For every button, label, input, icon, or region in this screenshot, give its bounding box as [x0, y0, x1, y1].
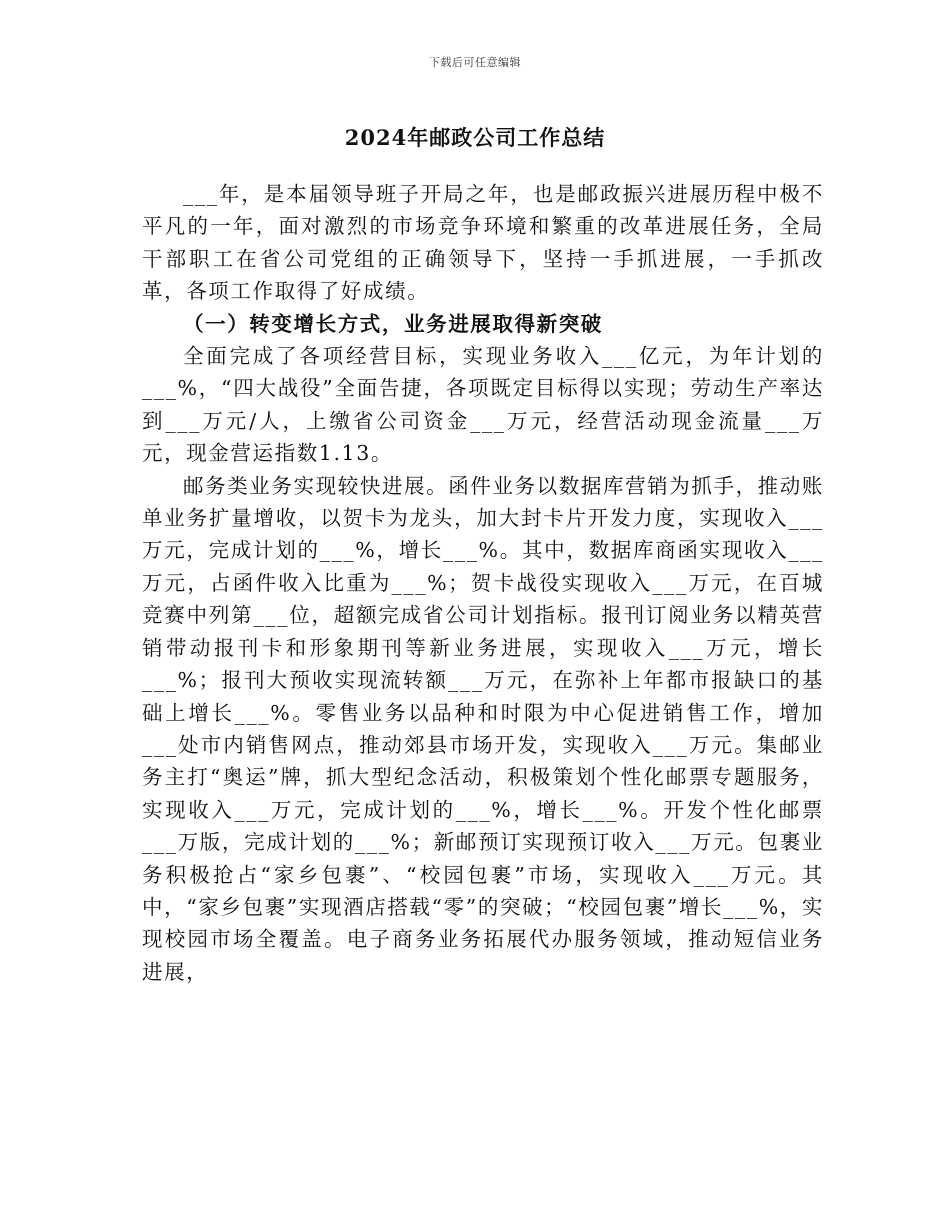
body-paragraph: 全面完成了各项经营目标，实现业务收入___亿元，为年计划的___%，“四大战役”全面告捷，各项既定目标得以实现；劳动生产率达到___万元/人，上缴省公司资金___万元，经营活动现金流量___万元，现金营运指数1.13。	[142, 344, 824, 466]
document-title: 2024年邮政公司工作总结	[344, 125, 606, 150]
document-body	[142, 178, 824, 988]
header-note: 下载后可任意编辑	[429, 56, 521, 69]
intro-paragraph: ___年，是本届领导班子开局之年，也是邮政振兴进展历程中极不平凡的一年，面对激烈的市场竞争环境和繁重的改革进展任务，全局干部职工在省公司党组的正确领导下，坚持一手抓进展，一手抓改革，各项工作取得了好成绩。	[142, 182, 824, 304]
section-heading: （一）转变增长方式，业务进展取得新突破	[183, 311, 603, 336]
body-paragraph: 邮务类业务实现较快进展。函件业务以数据库营销为抓手，推动账单业务扩量增收，以贺卡为龙头，加大封卡片开发力度，实现收入___万元，完成计划的___%，增长___%。其中，数据库商函实现收入___万元，占函件收入比重为___%；贺卡战役实现收入___万元，在百城竞赛中列第___位，超额完成省公司计划指标。报刊订阅业务以精英营销带动报刊卡和形象期刊等新业务进展，实现收入___万元，增长___%；报刊大预收实现流转额___万元，在弥补上年都市报缺口的基础上增长___%。零售业务以品种和时限为中心促进销售工作，增加___处市内销售网点，推动郊县市场开发，实现收入___万元。集邮业务主打“奥运”牌，抓大型纪念活动，积极策划个性化邮票专题服务，实现收入___万元，完成计划的___%，增长___%。开发个性化邮票___万版，完成计划的___%；新邮预订实现预订收入___万元。包裹业务积极抢占“家乡包裹”、“校园包裹”市场，实现收入___万元。其中，“家乡包裹”实现酒店搭载“零”的突破；“校园包裹”增长___%，实现校园市场全覆盖。电子商务业务拓展代办服务领域，推动短信业务进展，	[142, 473, 824, 984]
